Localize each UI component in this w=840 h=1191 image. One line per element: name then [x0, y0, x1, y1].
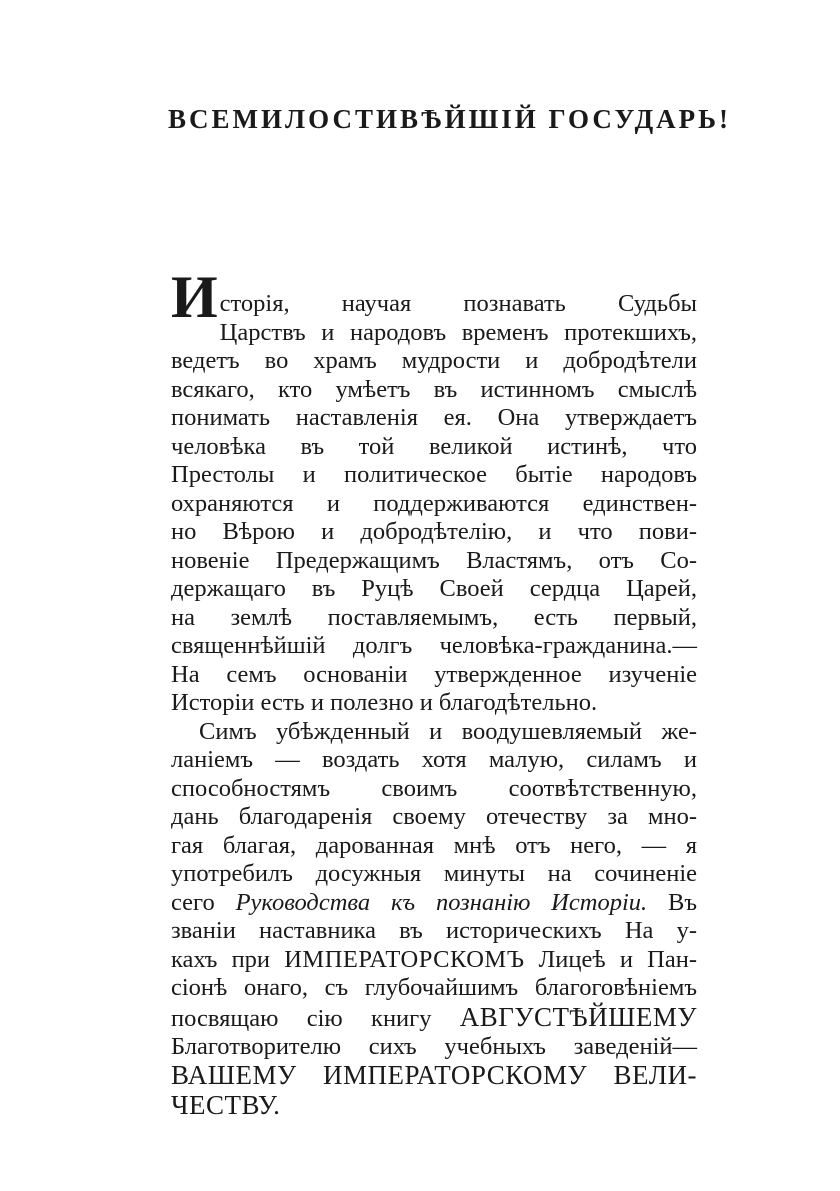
text-segment: посвящаю сію книгу	[171, 1004, 460, 1032]
text-segment: сего	[171, 888, 236, 916]
book-title: Руководства къ познанію Исторіи.	[235, 888, 648, 916]
text-segment: кахъ при	[171, 945, 285, 973]
text-line: Благотворителю сихъ учебныхъ заведеній—	[171, 1032, 697, 1060]
text-line: но Вѣрою и добродѣтелію, и что пови-	[171, 518, 697, 545]
text-line: понимать наставленія ея. Она утверждаетъ	[171, 404, 697, 431]
imperial-caps: ИМПЕРАТОРСКОМЪ	[284, 945, 525, 973]
text-line: Царствъ и народовъ временъ протекшихъ,	[219, 318, 697, 346]
text-line	[171, 889, 697, 918]
text-line	[171, 1003, 697, 1033]
text-line: званіи наставника въ историческихъ На у-	[171, 917, 697, 944]
text-line: всякаго, кто умѣетъ въ истинномъ смыслѣ	[171, 375, 697, 403]
text-line: Симъ убѣжденный и воодушевляемый же-	[199, 717, 697, 745]
text-line: ВАШЕМУ ИМПЕРАТОРСКОМУ ВЕЛИ-	[171, 1060, 697, 1090]
text-line: На семъ основаніи утвержденное изученіе	[171, 660, 697, 688]
text-line: держащаго въ Руцѣ Своей сердца Царей,	[171, 575, 697, 602]
text-line: ЧЕСТВУ.	[171, 1090, 281, 1120]
paragraph-2	[171, 718, 697, 1122]
text-line: употребилъ досужныя минуты на сочиненіе	[171, 860, 697, 887]
text-line: гая благая, дарованная мнѣ отъ него, — я	[171, 831, 697, 859]
text-line: на землѣ поставляемымъ, есть первый,	[171, 603, 697, 631]
text-line: новеніе Предержащимъ Властямъ, отъ Со-	[171, 546, 697, 574]
text-line: человѣка въ той великой истинѣ, что	[171, 432, 697, 460]
text-segment: Въ	[647, 888, 697, 916]
text-line-content: сторія, научая познавать Судьбы	[219, 290, 697, 317]
text-line: ланіемъ — воздать хотя малую, силамъ и	[171, 746, 697, 773]
text-line: ведетъ во храмъ мудрости и добродѣтели	[171, 347, 697, 374]
text-line: Престолы и политическое бытіе народовъ	[171, 461, 697, 488]
dedication-text	[171, 264, 697, 1121]
text-line	[171, 264, 697, 330]
page-heading: ВСЕМИЛОСТИВѢЙШІЙ ГОСУДАРЬ!	[168, 104, 731, 134]
text-line: охраняются и поддерживаются единствен-	[171, 489, 697, 517]
paragraph-1	[171, 264, 697, 718]
drop-cap: И	[171, 264, 218, 330]
text-line: священнѣйшій долгъ человѣка-гражданина.—	[171, 632, 697, 659]
text-line: сіонѣ онаго, съ глубочайшимъ благоговѣніемъ	[171, 974, 697, 1001]
text-segment: Лицеѣ и Пан-	[524, 945, 697, 973]
imperial-caps: АВГУСТѢЙШЕМУ	[459, 1001, 697, 1032]
text-line: дань благодаренія своему отечеству за мно-	[171, 803, 697, 830]
text-line	[171, 946, 697, 975]
text-line: Исторіи есть и полезно и благодѣтельно.	[171, 689, 598, 716]
text-line: способностямъ своимъ соотвѣтственную,	[171, 774, 697, 802]
